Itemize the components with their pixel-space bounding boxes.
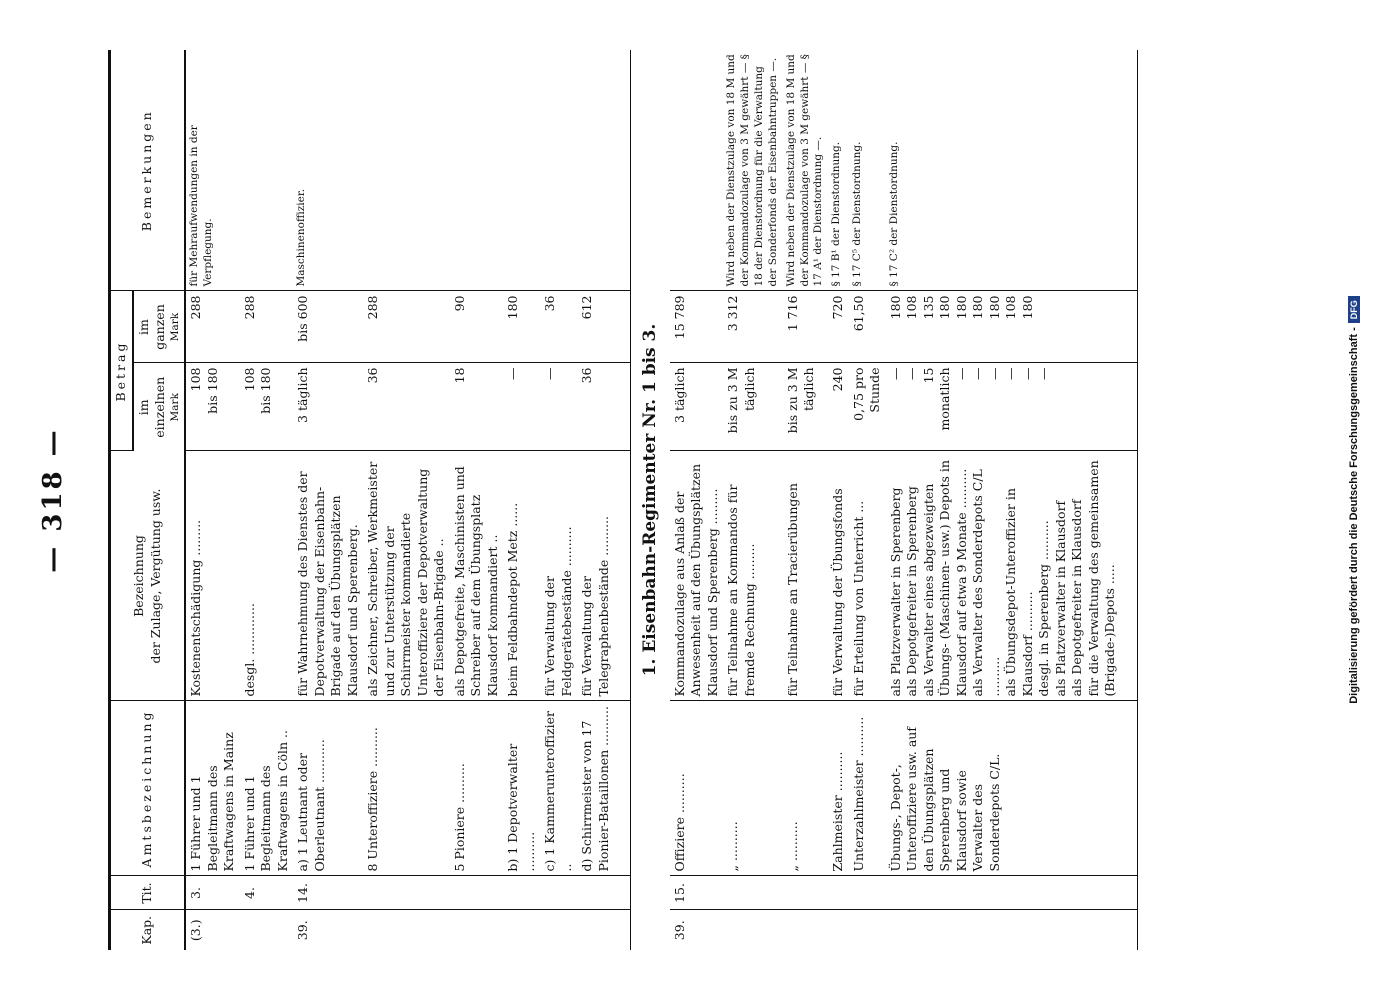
cell-amtsbezeichnung: 5 Pioniere .......... <box>450 701 504 876</box>
cell-bemerkungen: § 17 C² der Dienstordnung. <box>886 50 1121 291</box>
cell-bemerkungen: für Mehraufwendungen in der Verpflegung. <box>185 50 240 291</box>
cell-ganzen: 288 <box>363 291 450 363</box>
cell-amtsbezeichnung: Zahlmeister .......... <box>828 701 849 876</box>
table-row <box>577 50 614 950</box>
cell-amtsbezeichnung: 1 Führer und 1 Begleitmann des Kraftwagens in Cöln .. <box>240 701 294 876</box>
header-tit: Tit. <box>110 876 186 910</box>
cell-bemerkungen <box>450 50 504 291</box>
cell-bezeichnung: für Verwaltung der Telegraphenbestände .......... <box>577 451 614 701</box>
cell-kap <box>828 910 849 950</box>
header-bezeichnung: Bezeichnung der Zulage, Vergütung usw. <box>110 451 186 701</box>
table-row <box>849 50 886 950</box>
table-body-1 <box>185 50 631 950</box>
cell-einzelnen: — <box>540 363 577 451</box>
cell-tit: 15. <box>670 876 724 910</box>
cell-tit: 4. <box>240 876 294 910</box>
cell-amtsbezeichnung: c) 1 Kammerunteroffizier .. <box>540 701 577 876</box>
cell-ganzen: 3 312 <box>723 291 782 363</box>
cell-bezeichnung: Kostenentschädigung ......... <box>185 451 240 701</box>
cell-kap <box>577 910 614 950</box>
header-bemerkungen: Bemerkungen <box>110 50 186 291</box>
cell-kap <box>240 910 294 950</box>
cell-tit <box>577 876 614 910</box>
cell-kap <box>886 910 1121 950</box>
cell-amtsbezeichnung: 8 Unteroffiziere .......... <box>363 701 450 876</box>
cell-tit <box>503 876 540 910</box>
cell-einzelnen: — — 15 monatlich — — — — — — <box>886 363 1121 451</box>
cell-amtsbezeichnung: Offiziere .......... <box>670 701 724 876</box>
allowance-table <box>108 50 1138 950</box>
cell-bemerkungen <box>240 50 294 291</box>
cell-amtsbezeichnung: a) 1 Leutnant oder Oberleutnant ........... <box>293 701 363 876</box>
section-title: 1. Eisenbahn-Regimenter Nr. 1 bis 3. <box>640 323 661 677</box>
table-row <box>293 50 363 950</box>
cell-einzelnen: 0,75 pro Stunde <box>849 363 886 451</box>
cell-bemerkungen: Wird neben der Dienstzulage von 18 M und der Kommandozulage von 3 M gewährt — § 17 A¹ der Dienstordnung —. <box>783 50 829 291</box>
cell-kap <box>849 910 886 950</box>
cell-bezeichnung: für Teilnahme an Kommandos für fremde Rechnung ......... <box>723 451 782 701</box>
table-row <box>670 50 724 950</box>
cell-bemerkungen <box>670 50 724 291</box>
cell-tit <box>450 876 504 910</box>
cell-tit <box>783 876 829 910</box>
cell-tit <box>363 876 450 910</box>
cell-kap <box>783 910 829 950</box>
table-row <box>503 50 540 950</box>
cell-einzelnen: 18 <box>450 363 504 451</box>
digitization-footer: Digitalisierung gefördert durch die Deutsche Forschungsgemeinschaft -DFG <box>1348 0 1360 1000</box>
cell-einzelnen: 240 <box>828 363 849 451</box>
cell-amtsbezeichnung: Unterzahlmeister .......... <box>849 701 886 876</box>
cell-kap <box>450 910 504 950</box>
table-row <box>450 50 504 950</box>
header-im-einzelnen: im einzelnen Mark <box>133 363 186 451</box>
dfg-logo: DFG <box>1348 296 1360 323</box>
cell-bezeichnung: desgl. ............. <box>240 451 294 701</box>
cell-ganzen: 61,50 <box>849 291 886 363</box>
cell-bemerkungen: Wird neben der Dienstzulage von 18 M und der Kommandozulage von 3 M gewährt — § 18 der Dienstordnung für die Verwaltung der Sonderfonds der Eisenbahntruppen —. <box>723 50 782 291</box>
table-row <box>783 50 829 950</box>
header-kap: Kap. <box>110 910 186 950</box>
cell-tit <box>828 876 849 910</box>
cell-kap <box>540 910 577 950</box>
cell-amtsbezeichnung: 1 Führer und 1 Begleitmann des Kraftwagens in Mainz <box>185 701 240 876</box>
cell-kap: (3.) <box>188 919 204 942</box>
cell-bezeichnung: als Zeichner, Schreiber, Werkmeister und zur Unterstützung der Schirrmeister kommandierte Unteroffiziere der Depotverwaltung der Eisenbahn-Brigade .. <box>363 451 450 701</box>
table-row <box>723 50 782 950</box>
cell-bemerkungen <box>577 50 614 291</box>
cell-einzelnen: 36 <box>577 363 614 451</box>
cell-bezeichnung: für Teilnahme an Tracierübungen <box>783 451 829 701</box>
cell-amtsbezeichnung: „ .......... <box>723 701 782 876</box>
header-amtsbezeichnung: Amtsbezeichnung <box>110 701 186 876</box>
cell-bemerkungen: Maschinenoffizier. <box>293 50 363 291</box>
cell-tit <box>849 876 886 910</box>
cell-bezeichnung: für Verwaltung der Feldgerätebestände .......... <box>540 451 577 701</box>
cell-ganzen: 288 <box>240 291 294 363</box>
cell-bemerkungen <box>540 50 577 291</box>
cell-einzelnen: 108 bis 180 <box>185 363 240 451</box>
cell-ganzen: bis 600 <box>293 291 363 363</box>
cell-ganzen: 15 789 <box>670 291 724 363</box>
table-row <box>240 50 294 950</box>
table-row <box>886 50 1121 950</box>
table-row <box>185 50 240 950</box>
cell-tit <box>723 876 782 910</box>
cell-bemerkungen: § 17 B¹ der Dienstordnung. <box>828 50 849 291</box>
cell-einzelnen: — <box>503 363 540 451</box>
cell-bezeichnung: als Platzverwalter in Sperenberg als Depotgefreiter in Sperenberg als Verwalter eines abgezweigten Übungs- (Maschinen- usw.) Depots in Klausdorf auf etwa 9 Monate .......... als Verwalter des Sonderdepots C/L .......... als Übungsdepot-Unteroffizier in Klausdorf .......... desgl. in Sperenberg .......... als Platzverwalter in Klausdorf als Depotgefreiter in Klausdorf für die Verwaltung des gemeinsamen (Brigade-)Depots ..... <box>886 451 1121 701</box>
cell-tit: 14. <box>293 876 363 910</box>
cell-ganzen: 288 <box>185 291 240 363</box>
header-im-ganzen: im ganzen Mark <box>133 291 186 363</box>
cell-ganzen: 180 <box>503 291 540 363</box>
cell-kap <box>723 910 782 950</box>
cell-amtsbezeichnung: d) Schirrmeister von 17 Pionier-Bataillonen .......... <box>577 701 614 876</box>
table-row <box>828 50 849 950</box>
cell-einzelnen: 108 bis 180 <box>240 363 294 451</box>
cell-tit <box>540 876 577 910</box>
cell-bemerkungen: § 17 C⁵ der Dienstordnung. <box>849 50 886 291</box>
table-body-2 <box>670 50 1138 950</box>
cell-amtsbezeichnung: Übungs-, Depot-, Unteroffiziere usw. auf den Übungsplätzen Sperenberg und Klausdorf sowie Verwalter des Sonderdepots C/L. <box>886 701 1121 876</box>
cell-ganzen: 1 716 <box>783 291 829 363</box>
cell-kap: 39. <box>671 920 687 941</box>
cell-einzelnen: 3 täglich <box>293 363 363 451</box>
cell-bezeichnung: Kommandozulage aus Anlaß der Anwesenheit auf den Übungsplätzen Klausdorf und Sperenberg ......... <box>670 451 724 701</box>
cell-amtsbezeichnung: b) 1 Depotverwalter .......... <box>503 701 540 876</box>
cell-bezeichnung: für Verwaltung der Übungsfonds <box>828 451 849 701</box>
cell-kap <box>503 910 540 950</box>
cell-kap: 39. <box>295 920 311 941</box>
cell-einzelnen: bis zu 3 M täglich <box>783 363 829 451</box>
cell-kap <box>363 910 450 950</box>
cell-bezeichnung: als Depotgefreite, Maschinisten und Schreiber auf dem Übungsplatz Klausdorf kommandiert .. <box>450 451 504 701</box>
table-row <box>540 50 577 950</box>
cell-bezeichnung: für Wahrnehmung des Dienstes der Depotverwaltung der Eisenbahn-Brigade auf den Übungsplätzen Klausdorf und Sperenberg. <box>293 451 363 701</box>
cell-bemerkungen <box>363 50 450 291</box>
cell-ganzen: 720 <box>828 291 849 363</box>
cell-ganzen: 180 108 135 180 180 180 180 108 180 <box>886 291 1121 363</box>
cell-bezeichnung: beim Feldbahndepot Metz ...... <box>503 451 540 701</box>
cell-ganzen: 90 <box>450 291 504 363</box>
cell-amtsbezeichnung: „ .......... <box>783 701 829 876</box>
cell-bemerkungen <box>503 50 540 291</box>
cell-tit: 3. <box>185 876 240 910</box>
header-betrag: Betrag <box>110 291 133 451</box>
cell-einzelnen: 3 täglich <box>670 363 724 451</box>
cell-ganzen: 612 <box>577 291 614 363</box>
cell-einzelnen: 36 <box>363 363 450 451</box>
page-number: — 318 — <box>38 427 68 573</box>
cell-ganzen: 36 <box>540 291 577 363</box>
table-row <box>363 50 450 950</box>
cell-bezeichnung: für Erteilung von Unterricht ... <box>849 451 886 701</box>
cell-tit <box>886 876 1121 910</box>
cell-einzelnen: bis zu 3 M täglich <box>723 363 782 451</box>
